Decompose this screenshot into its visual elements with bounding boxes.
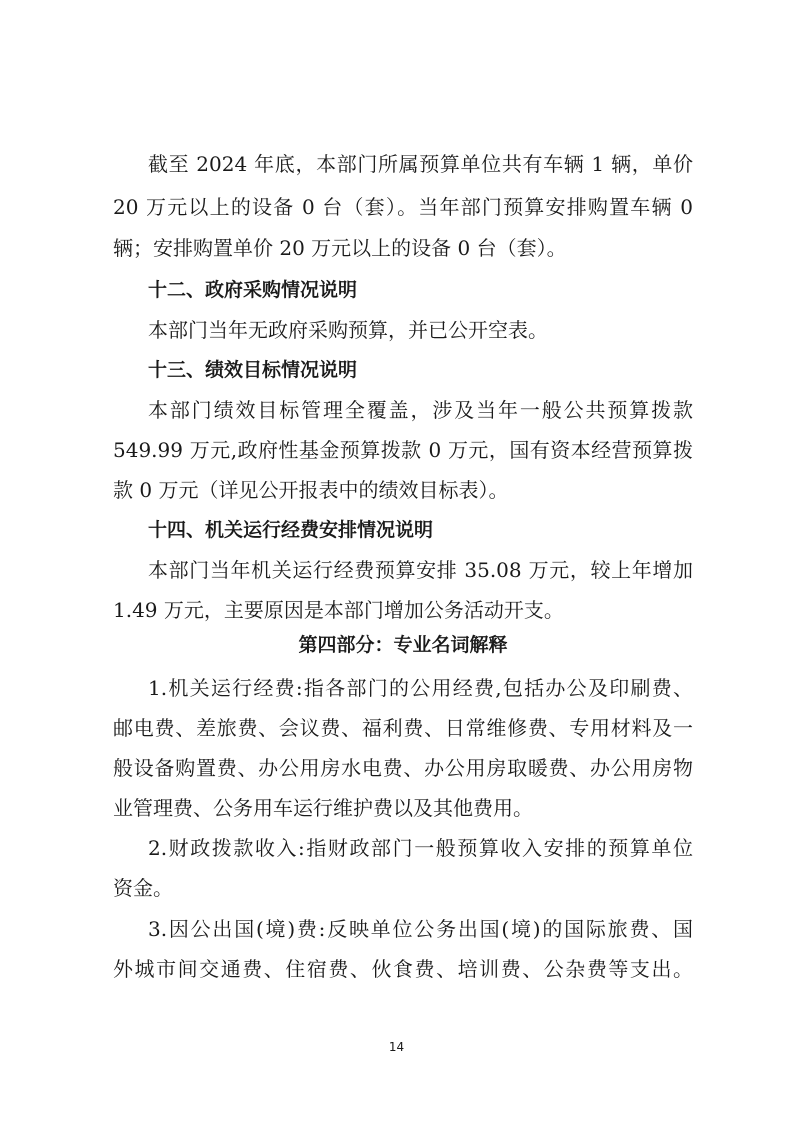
paragraph-line: 辆；安排购置单价 20 万元以上的设备 0 台（套）。	[113, 236, 567, 260]
definition-line: 3.因公出国(境)费:反映单位公务出国(境)的国际旅费、国	[148, 917, 693, 941]
paragraph-line: 款 0 万元（详见公开报表中的绩效目标表）。	[113, 478, 509, 502]
paragraph-line: 1.49 万元，主要原因是本部门增加公务活动开支。	[113, 598, 564, 622]
section-heading-14: 十四、机关运行经费安排情况说明	[148, 519, 434, 541]
paragraph-line: 本部门绩效目标管理全覆盖，涉及当年一般公共预算拨款	[148, 398, 693, 422]
definition-line: 业管理费、公务用车运行维护费以及其他费用。	[113, 796, 533, 820]
definition-line: 1.机关运行经费:指各部门的公用经费,包括办公及印刷费、	[148, 676, 693, 700]
definition-line: 2.财政拨款收入:指财政部门一般预算收入安排的预算单位	[148, 836, 693, 860]
paragraph-line: 截至 2024 年底，本部门所属预算单位共有车辆 1 辆，单价	[148, 152, 693, 176]
paragraph-line: 549.99 万元,政府性基金预算拨款 0 万元，国有资本经营预算拨	[113, 438, 693, 462]
section-heading-13: 十三、绩效目标情况说明	[148, 359, 358, 381]
definition-line: 资金。	[113, 876, 173, 900]
definition-line: 外城市间交通费、住宿费、伙食费、培训费、公杂费等支出。	[113, 957, 693, 981]
part-heading: 第四部分：专业名词解释	[298, 634, 508, 656]
definition-line: 般设备购置费、办公用房水电费、办公用房取暖费、办公用房物	[113, 756, 693, 780]
paragraph-line: 20 万元以上的设备 0 台（套）。当年部门预算安排购置车辆 0	[113, 195, 693, 219]
page-number: 14	[388, 1040, 405, 1054]
paragraph-line: 本部门当年无政府采购预算，并已公开空表。	[148, 318, 548, 342]
paragraph-line: 本部门当年机关运行经费预算安排 35.08 万元，较上年增加	[148, 558, 693, 582]
section-heading-12: 十二、政府采购情况说明	[148, 279, 358, 301]
definition-line: 邮电费、差旅费、会议费、福利费、日常维修费、专用材料及一	[113, 716, 693, 740]
